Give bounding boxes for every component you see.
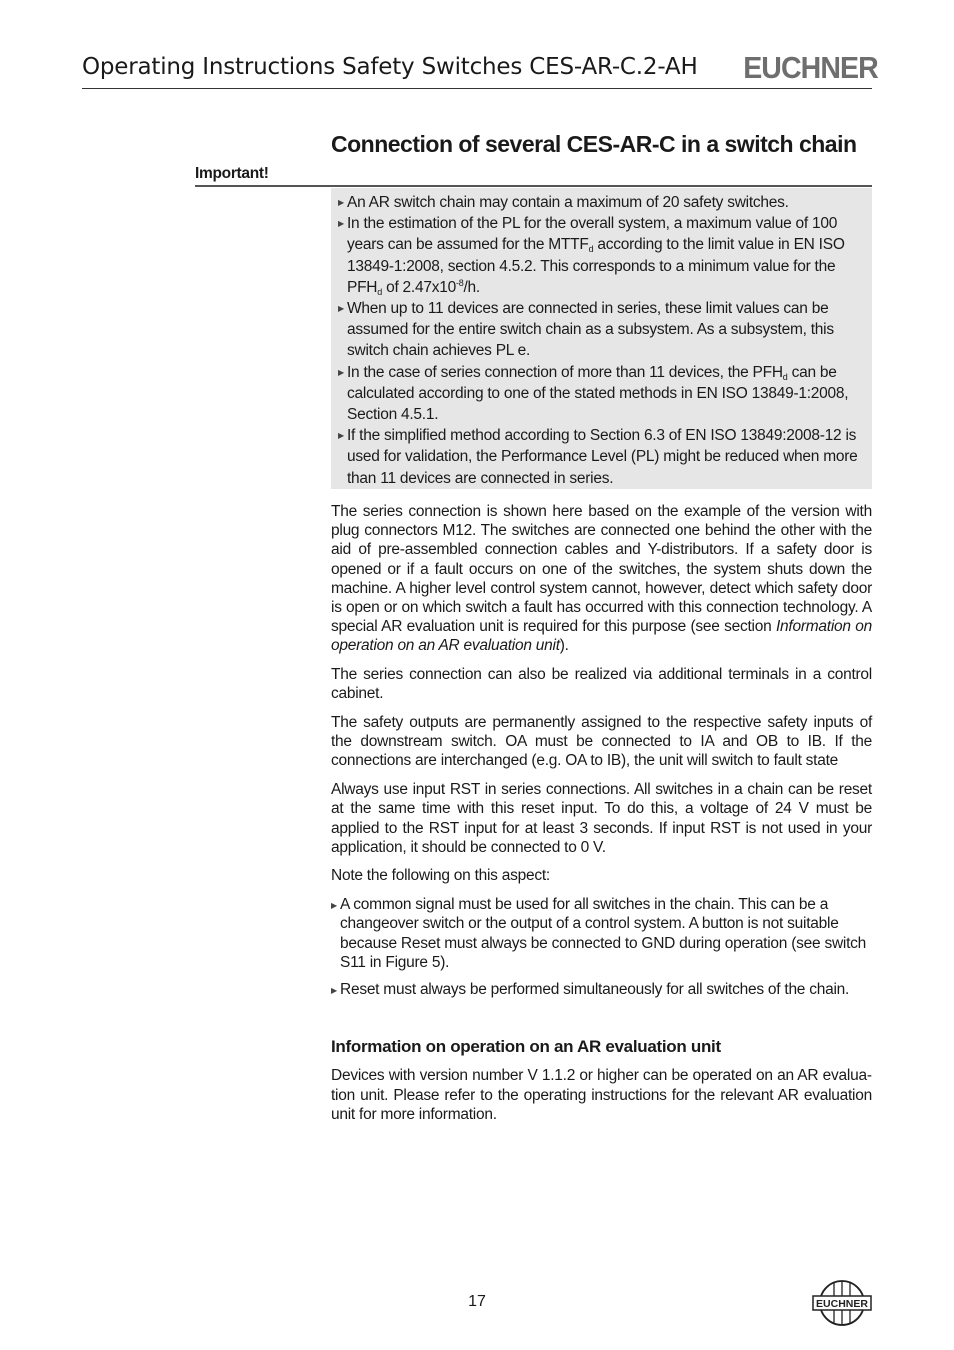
- section-reference: Information on operation on an AR evaluation unit: [331, 618, 872, 655]
- paragraph: The series connection is shown here based on the example of the version with plug connectors M12. The switches are connected one behind the other with the aid of pre-assembled connection cables and Y-distributors. If a safety door is opened or if a fault occurs on one of the switches, the system shuts down the machine. A higher level control system cannot, however, detect which safety door is open or on which switch a fault has occurred with this connection technology. A special AR evaluation unit is required for this purpose (see section Information on operation on an AR evaluation unit).: [331, 503, 872, 655]
- page-number: 17: [468, 1293, 486, 1310]
- bullet-arrow-icon: ▶: [338, 198, 344, 207]
- list-item: ▶ A common signal must be used for all switches in the chain. This can be a changeover switch or the output of a control system. A button is not suitable because Reset must always be connected to GND during operation (see switch S11 in Figure 5).: [331, 896, 867, 971]
- important-item: ▶ If the simplified method according to Section 6.3 of EN ISO 13849:2008-12 is used for validation, the Performance Level (PL) might be reduced when more than 11 devices are connected in series.: [338, 427, 858, 487]
- body-text: [331, 502, 872, 1009]
- important-item: ▶ When up to 11 devices are connected in series, these limit values can be assumed for the entire switch chain as a subsystem. As a subsystem, this switch chain achieves PL e.: [338, 300, 834, 360]
- important-divider: [195, 185, 872, 187]
- important-note-box: [331, 188, 872, 489]
- important-label: Important!: [195, 165, 269, 182]
- subsection-heading: Information on operation on an AR evaluation unit: [331, 1037, 721, 1056]
- bullet-arrow-icon: ▶: [331, 901, 337, 911]
- important-list: [338, 192, 866, 489]
- paragraph: Note the following on this aspect:: [331, 867, 550, 885]
- paragraph: Always use input RST in series connections. All switches in a chain can be reset at the same time with this reset input. To do this, a voltage of 24 V must be applied to the RST input for at least 3 seconds. If input RST is not used in your application, it should be connected to 0 V.: [331, 781, 872, 856]
- bullet-arrow-icon: ▶: [338, 219, 344, 229]
- svg-text:EUCHNER: EUCHNER: [816, 1298, 868, 1310]
- note-list: [331, 895, 872, 1000]
- subsection-paragraph: Devices with version number V 1.1.2 or higher can be operated on an AR evaluation unit. Please refer to the operating instructions for the relevant AR evaluation unit for more information.: [331, 1067, 872, 1123]
- important-item: ▶ In the case of series connection of more than 11 devices, the $PFH_d$ can be calculated according to one of the stated methods in EN ISO 13849-1:2008, Section 4.5.1.: [338, 363, 849, 424]
- important-item: ▶ In the estimation of the PL for the overall system, a maximum value of 100 years can be assumed for the $MTTF_d$ according to the limit value in EN ISO 13849-1:2008, section 4.5.2. This corresponds to a minimum value for the $PFH_d$ of $2.47x10^{-8}/h$.: [338, 215, 845, 297]
- bullet-arrow-icon: ▶: [338, 304, 344, 314]
- important-item: ▶ An AR switch chain may contain a maximum of 20 safety switches.: [338, 192, 866, 213]
- bullet-arrow-icon: ▶: [338, 367, 344, 377]
- paragraph: The safety outputs are permanently assigned to the respective safety inputs of the downstream switch. OA must be connected to IA and OB to IB. If the connections are interchanged (e.g. OA to IB), the unit will switch to fault state: [331, 714, 872, 770]
- header-divider: [82, 88, 872, 89]
- section-heading: Connection of several CES-AR-C in a switch chain: [331, 131, 857, 157]
- list-item: ▶ Reset must always be performed simultaneously for all switches of the chain.: [331, 980, 872, 999]
- bullet-arrow-icon: ▶: [338, 431, 344, 441]
- euchner-logo: EUCHNER: [743, 50, 878, 85]
- paragraph: The series connection can also be realized via additional terminals in a control cabinet.: [331, 666, 872, 703]
- document-title: Operating Instructions Safety Switches CES-AR-C.2-AH: [82, 54, 698, 80]
- bullet-arrow-icon: ▶: [331, 986, 337, 996]
- euchner-seal-logo: [812, 1279, 872, 1327]
